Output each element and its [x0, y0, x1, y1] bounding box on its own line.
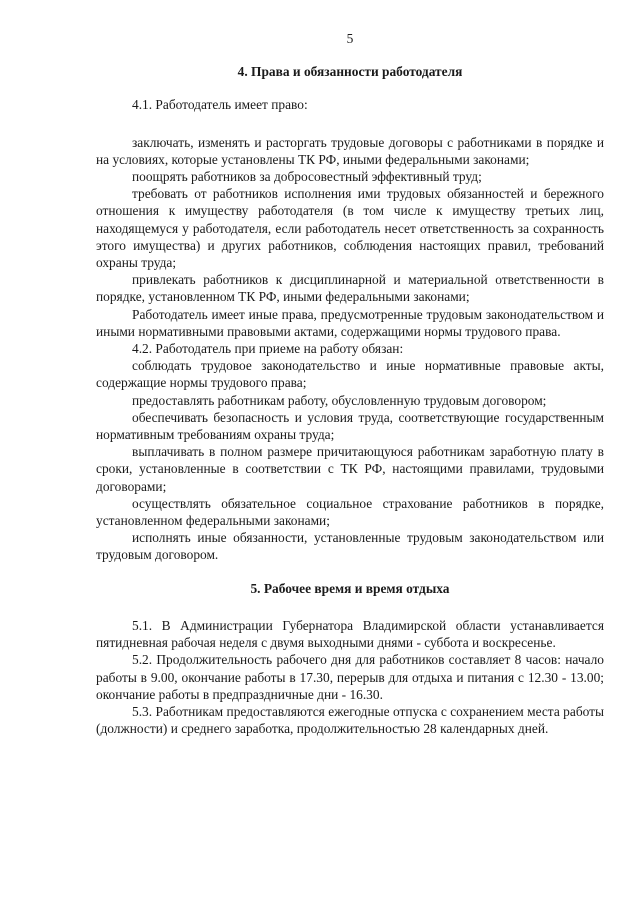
duty-item: предоставлять работникам работу, обусловленную трудовым договором;: [132, 392, 547, 408]
right-item: требовать от работников исполнения ими трудовых обязанностей и бережного отношения к имуществу работодателя (в том числе к имуществу третьих лиц, находящемуся у работодателя, если работодатель несет ответственность за сохранность этого имущества) и других работников, соблюдения настоящих правил, требований охраны труда;: [96, 186, 604, 271]
document-page: [96, 30, 604, 737]
section-5-paragraph: 5.3. Работникам предоставляются ежегодные отпуска с сохранением места работы (должности) и среднего заработка, продолжительностью 28 календарных дней.: [96, 703, 604, 737]
right-item: поощрять работников за добросовестный эффективный труд;: [132, 169, 482, 185]
page-number: 5: [346, 31, 354, 46]
section-5-heading: 5. Рабочее время и время отдыха: [250, 580, 450, 596]
right-item: Работодатель имеет иные права, предусмотренные трудовым законодательством и иными нормативными правовыми актами, содержащими нормы трудового права.: [96, 306, 604, 339]
section-4-1-intro: 4.1. Работодатель имеет право:: [132, 97, 308, 113]
duty-item: осуществлять обязательное социальное страхование работников в порядке, установленном федеральными законами;: [96, 495, 604, 529]
right-item: заключать, изменять и расторгать трудовые договоры с работниками в порядке и на условиях, которые установлены ТК РФ, иными федеральными законами;: [96, 134, 604, 167]
section-4-2-intro: 4.2. Работодатель при приеме на работу обязан:: [132, 341, 404, 357]
duty-item: соблюдать трудовое законодательство и иные нормативные правовые акты, содержащие нормы трудового права;: [96, 358, 604, 391]
section-5-paragraph: 5.1. В Администрации Губернатора Владимирской области устанавливается пятидневная рабочая неделя с двумя выходными днями - суббота и воскресенье.: [96, 617, 604, 651]
section-4-heading: 4. Права и обязанности работодателя: [237, 64, 463, 80]
section-5-paragraph: 5.2. Продолжительность рабочего дня для работников составляет 8 часов: начало работы в 9.00, окончание работы в 17.30, перерыв для отдыха и питания с 12.30 - 13.00; окончание работы в предпраздничные дни - 16.30.: [96, 652, 604, 702]
duty-item: исполнять иные обязанности, установленные трудовым законодательством или трудовым договором.: [96, 530, 604, 563]
duty-item: обеспечивать безопасность и условия труда, соответствующие государственным нормативным требованиям охраны труда;: [96, 409, 604, 443]
right-item: привлекать работников к дисциплинарной и материальной ответственности в порядке, установленном ТК РФ, иными федеральными законами;: [96, 272, 604, 305]
duty-item: выплачивать в полном размере причитающуюся работникам заработную плату в сроки, установленные в соответствии с ТК РФ, настоящими правилами, трудовыми договорами;: [96, 444, 604, 494]
